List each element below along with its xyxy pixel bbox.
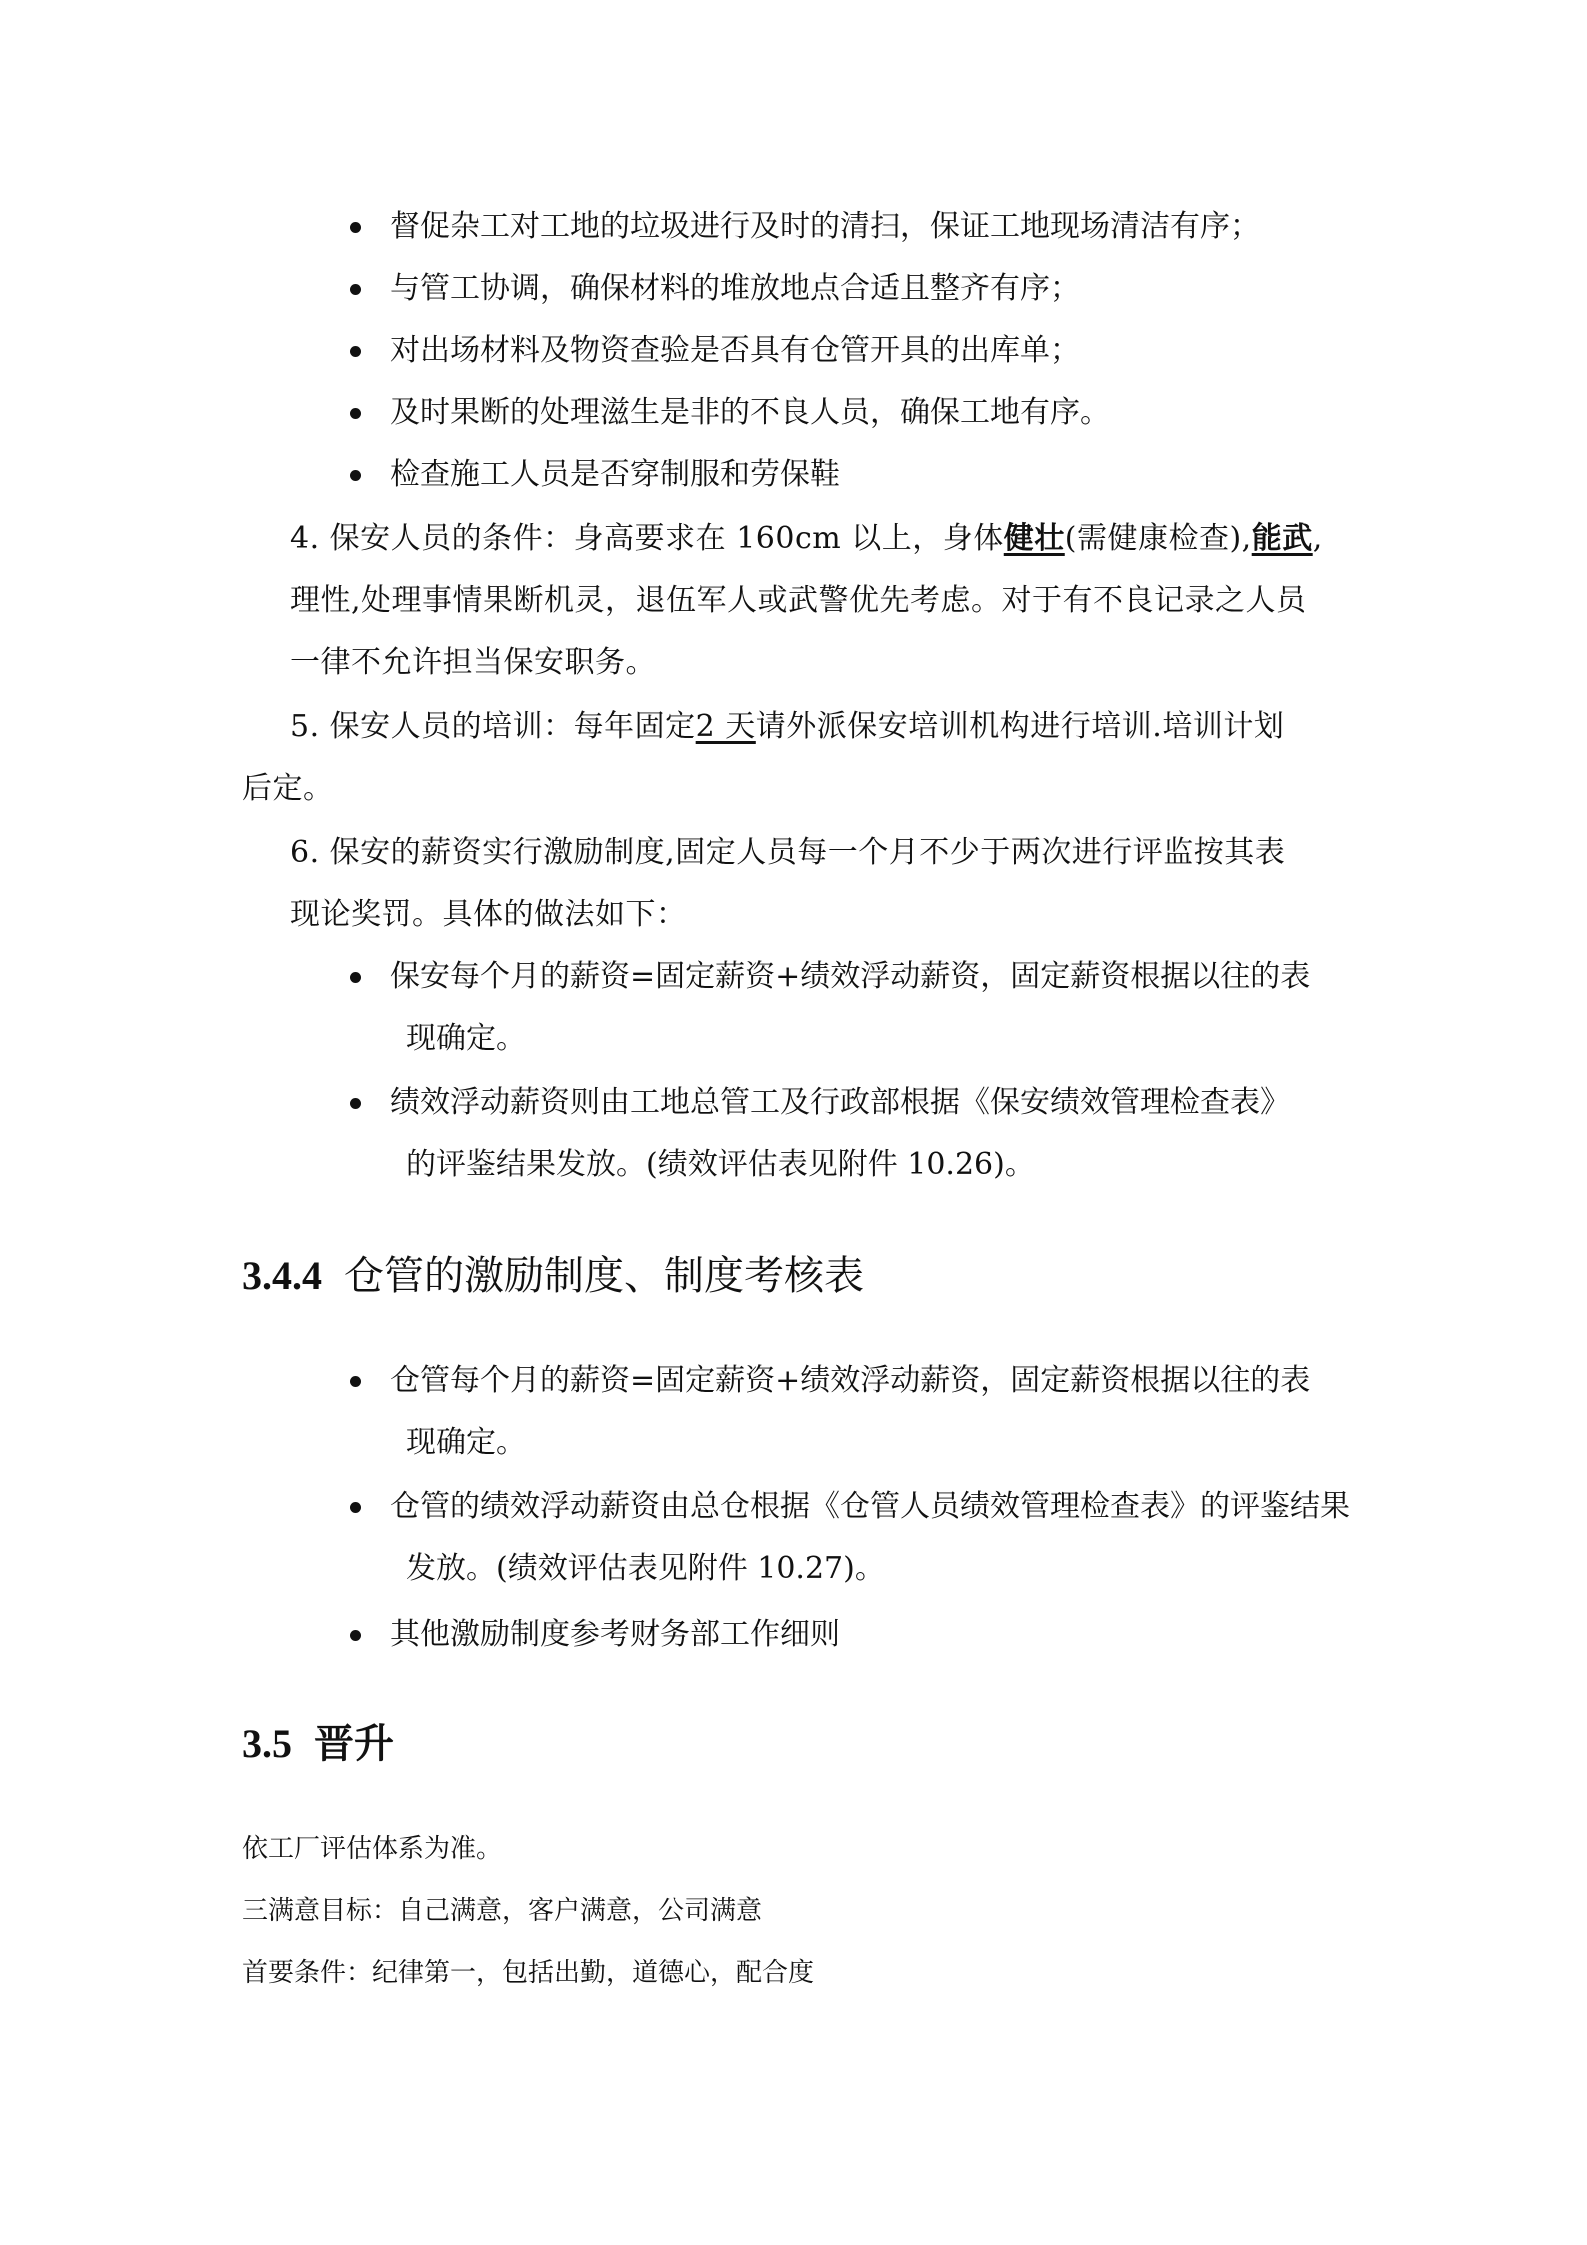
bullet-dot-icon — [350, 1502, 361, 1513]
bullet-dot-icon — [350, 222, 361, 233]
bullet-dot-icon — [350, 1630, 361, 1641]
item5-line1 — [290, 696, 1284, 758]
bullet-text: 检查施工人员是否穿制服和劳保鞋 — [390, 457, 840, 492]
bullet-dot-icon — [350, 1376, 361, 1387]
item4-underlined-martial: 能武 — [1251, 521, 1313, 556]
item5-line2: 后定。 — [242, 771, 334, 806]
bullet-text: 对出场材料及物资查验是否具有仓管开具的出库单； — [390, 333, 1080, 368]
item4-line3: 一律不允许担当保安职务。 — [290, 645, 656, 680]
item4-text-c: , — [1312, 521, 1323, 556]
bullet-text: 绩效浮动薪资则由工地总管工及行政部根据《保安绩效管理检查表》 — [390, 1085, 1290, 1120]
item5-underlined-days: 2 天 — [695, 709, 756, 744]
item4-text-a: 4. 保安人员的条件：身高要求在 160cm 以上，身体 — [290, 521, 1004, 556]
promotion-line: 三满意目标：自己满意，客户满意，公司满意 — [242, 1896, 763, 1926]
item6-line1: 6. 保安的薪资实行激励制度,固定人员每一个月不少于两次进行评监按其表 — [290, 835, 1286, 870]
bullet-item — [350, 1350, 1360, 1474]
item5-text-a: 5. 保安人员的培训：每年固定 — [290, 709, 696, 744]
bullet-text-continued: 发放。(绩效评估表见附件 10.27)。 — [406, 1551, 885, 1586]
item5-text-b: 请外派保安培训机构进行培训.培训计划 — [755, 709, 1285, 744]
bullet-item — [350, 1072, 1360, 1196]
item6-line2: 现论奖罚。具体的做法如下： — [290, 897, 687, 932]
bullet-text: 仓管每个月的薪资=固定薪资+绩效浮动薪资，固定薪资根据以往的表 — [390, 1363, 1311, 1398]
bullet-dot-icon — [350, 1098, 361, 1109]
bullet-text-continued: 现确定。 — [406, 1425, 526, 1460]
item4-underlined-strong: 健壮 — [1003, 521, 1065, 556]
bullet-text-continued: 现确定。 — [406, 1021, 526, 1056]
bullet-item — [350, 1476, 1360, 1600]
section-heading-3-5 — [242, 1712, 394, 1769]
bullet-text: 其他激励制度参考财务部工作细则 — [390, 1617, 840, 1652]
section-heading-3-4-4 — [242, 1244, 864, 1301]
heading-number: 3.5 — [242, 1721, 292, 1766]
heading-title: 仓管的激励制度、制度考核表 — [344, 1253, 864, 1299]
bullet-dot-icon — [350, 284, 361, 295]
heading-title: 晋升 — [314, 1721, 394, 1767]
item4-text-b: (需健康检查), — [1064, 521, 1252, 556]
bullet-dot-icon — [350, 408, 361, 419]
bullet-text: 及时果断的处理滋生是非的不良人员，确保工地有序。 — [390, 395, 1110, 430]
bullet-text-continued: 的评鉴结果发放。(绩效评估表见附件 10.26)。 — [406, 1147, 1035, 1182]
bullet-item — [350, 946, 1360, 1070]
bullet-text: 保安每个月的薪资=固定薪资+绩效浮动薪资，固定薪资根据以往的表 — [390, 959, 1311, 994]
bullet-dot-icon — [350, 346, 361, 357]
item4-line1 — [290, 508, 1323, 570]
item4-line2: 理性,处理事情果断机灵，退伍军人或武警优先考虑。对于有不良记录之人员 — [290, 583, 1307, 618]
bullet-text: 督促杂工对工地的垃圾进行及时的清扫，保证工地现场清洁有序； — [390, 209, 1260, 244]
heading-number: 3.4.4 — [242, 1253, 322, 1298]
bullet-text: 仓管的绩效浮动薪资由总仓根据《仓管人员绩效管理检查表》的评鉴结果 — [390, 1489, 1350, 1524]
bullet-dot-icon — [350, 972, 361, 983]
promotion-line: 依工厂评估体系为准。 — [242, 1834, 503, 1864]
bullet-text: 与管工协调，确保材料的堆放地点合适且整齐有序； — [390, 271, 1080, 306]
promotion-line: 首要条件：纪律第一，包括出勤，道德心，配合度 — [242, 1958, 815, 1988]
bullet-dot-icon — [350, 470, 361, 481]
